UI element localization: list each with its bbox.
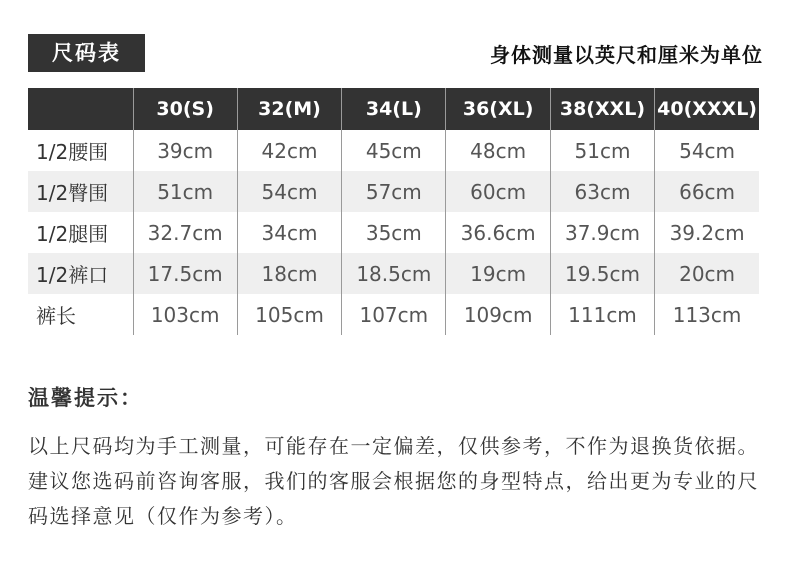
size-cell: 39.2cm bbox=[655, 212, 759, 253]
size-cell: 48cm bbox=[446, 130, 550, 171]
size-cell: 36.6cm bbox=[446, 212, 550, 253]
size-cell: 54cm bbox=[237, 171, 341, 212]
size-cell: 42cm bbox=[237, 130, 341, 171]
size-cell: 51cm bbox=[550, 130, 654, 171]
notice-body: 以上尺码均为手工测量，可能存在一定偏差，仅供参考，不作为退换货依据。建议您选码前咨询客服，我们的客服会根据您的身型特点，给出更为专业的尺码选择意见（仅作为参考）。 bbox=[28, 434, 759, 528]
header-cell-size-32m: 32(M) bbox=[237, 88, 341, 130]
size-cell: 105cm bbox=[237, 294, 341, 335]
size-cell: 51cm bbox=[133, 171, 237, 212]
measurement-unit-note: 身体测量以英尺和厘米为单位 bbox=[490, 42, 763, 67]
row-label: 1/2臀围 bbox=[28, 171, 133, 212]
notice-title: 温馨提示： bbox=[28, 386, 143, 410]
size-cell: 19.5cm bbox=[550, 253, 654, 294]
header-cell-blank bbox=[28, 88, 133, 130]
top-bar bbox=[28, 34, 763, 72]
row-label: 1/2裤口 bbox=[28, 253, 133, 294]
header-cell-size-30s: 30(S) bbox=[133, 88, 237, 130]
size-chart-badge: 尺码表 bbox=[28, 34, 145, 72]
table-row-pants-length bbox=[28, 294, 759, 335]
size-table bbox=[28, 88, 759, 335]
size-cell: 60cm bbox=[446, 171, 550, 212]
size-cell: 63cm bbox=[550, 171, 654, 212]
size-cell: 19cm bbox=[446, 253, 550, 294]
size-cell: 37.9cm bbox=[550, 212, 654, 253]
table-row-leg-opening bbox=[28, 253, 759, 294]
size-cell: 109cm bbox=[446, 294, 550, 335]
size-cell: 45cm bbox=[342, 130, 446, 171]
size-cell: 111cm bbox=[550, 294, 654, 335]
size-cell: 107cm bbox=[342, 294, 446, 335]
size-cell: 34cm bbox=[237, 212, 341, 253]
size-cell: 54cm bbox=[655, 130, 759, 171]
table-row-waist bbox=[28, 130, 759, 171]
size-cell: 66cm bbox=[655, 171, 759, 212]
header-cell-size-36xl: 36(XL) bbox=[446, 88, 550, 130]
header-cell-size-38xxl: 38(XXL) bbox=[550, 88, 654, 130]
size-cell: 113cm bbox=[655, 294, 759, 335]
size-cell: 20cm bbox=[655, 253, 759, 294]
row-label: 裤长 bbox=[36, 304, 76, 328]
table-row-thigh bbox=[28, 212, 759, 253]
size-cell: 17.5cm bbox=[133, 253, 237, 294]
notice-section bbox=[28, 382, 763, 534]
size-cell: 35cm bbox=[342, 212, 446, 253]
header-cell-size-34l: 34(L) bbox=[342, 88, 446, 130]
row-label: 1/2腰围 bbox=[36, 140, 109, 164]
size-cell: 32.7cm bbox=[133, 212, 237, 253]
size-cell: 18cm bbox=[237, 253, 341, 294]
row-label: 1/2腿围 bbox=[36, 222, 109, 246]
size-cell: 103cm bbox=[133, 294, 237, 335]
size-cell: 57cm bbox=[342, 171, 446, 212]
header-cell-size-40xxxl: 40(XXXL) bbox=[655, 88, 759, 130]
size-cell: 39cm bbox=[133, 130, 237, 171]
table-row-hip bbox=[28, 171, 759, 212]
size-table-header-row bbox=[28, 88, 759, 130]
size-cell: 18.5cm bbox=[342, 253, 446, 294]
